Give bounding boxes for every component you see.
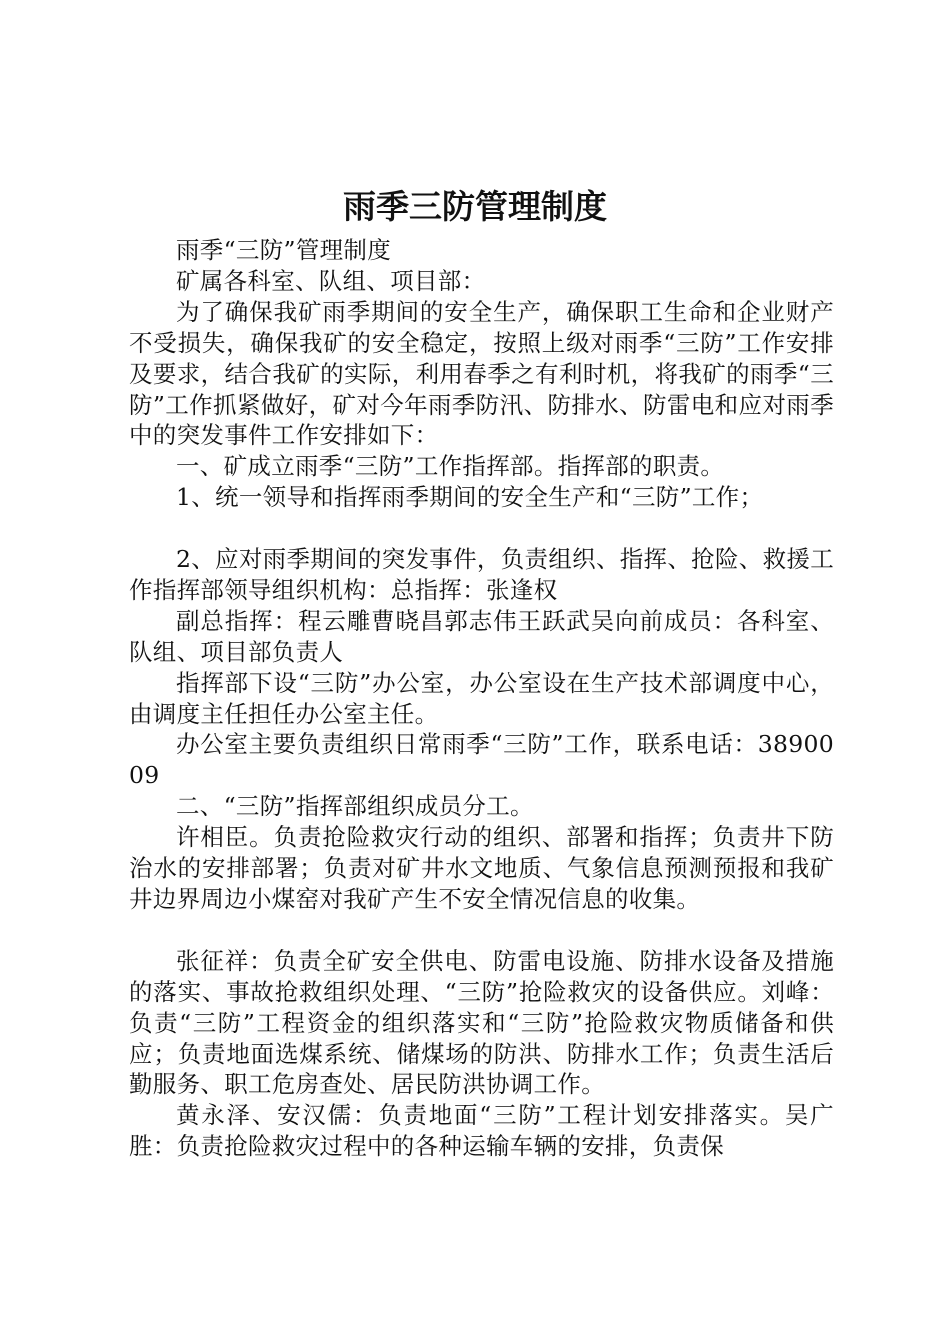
document-title: 雨季三防管理制度 <box>343 187 607 226</box>
paragraph-subtitle: 雨季“三防”管理制度 <box>176 236 392 264</box>
paragraph-item-two: 2、应对雨季期间的突发事件，负责组织、指挥、抢险、救援工作指挥部领导组织机构：总指挥：张逢权 <box>129 545 834 604</box>
paragraph-office-duty-phone: 办公室主要负责组织日常雨季“三防”工作，联系电话：3890009 <box>129 730 834 790</box>
document-body <box>129 235 834 1162</box>
paragraph-addressee: 矿属各科室、队组、项目部： <box>176 266 486 295</box>
paragraph-member-zhang-liu: 张征祥：负责全矿安全供电、防雷电设施、防排水设备及措施的落实、事故抢救组织处理、“三防”抢险救灾的设备供应。刘峰：负责“三防”工程资金的组织落实和“三防”抢险救灾物质储备和供应；负责地面选煤系统、储煤场的防洪、防排水工作；负责生活后勤服务、职工危房查处、居民防洪协调工作。 <box>129 946 834 1099</box>
paragraph-intro: 为了确保我矿雨季期间的安全生产，确保职工生命和企业财产不受损失，确保我矿的安全稳定，按照上级对雨季“三防”工作安排及要求，结合我矿的实际，利用春季之有利时机，将我矿的雨季“三防”工作抓紧做好，矿对今年雨季防汛、防排水、防雷电和应对雨季中的突发事件工作安排如下： <box>129 297 834 450</box>
paragraph-item-one: 1、统一领导和指挥雨季期间的安全生产和“三防”工作； <box>176 483 764 512</box>
paragraph-office: 指挥部下设“三防”办公室，办公室设在生产技术部调度中心，由调度主任担任办公室主任。 <box>129 668 834 728</box>
paragraph-member-xu: 许相臣。负责抢险救灾行动的组织、部署和指挥；负责井下防治水的安排部署；负责对矿井水文地质、气象信息预测预报和我矿井边界周边小煤窑对我矿产生不安全情况信息的收集。 <box>129 823 834 914</box>
paragraph-section-two: 二、“三防”指挥部组织成员分工。 <box>176 792 534 821</box>
paragraph-member-huang-wu: 黄永泽、安汉儒：负责地面“三防”工程计划安排落实。吴广胜：负责抢险救灾过程中的各种运输车辆的安排，负责保 <box>129 1101 834 1161</box>
paragraph-section-one: 一、矿成立雨季“三防”工作指挥部。指挥部的职责。 <box>176 452 725 481</box>
paragraph-deputy-commanders: 副总指挥：程云雕曹晓昌郭志伟王跃武吴向前成员：各科室、队组、项目部负责人 <box>129 606 834 666</box>
